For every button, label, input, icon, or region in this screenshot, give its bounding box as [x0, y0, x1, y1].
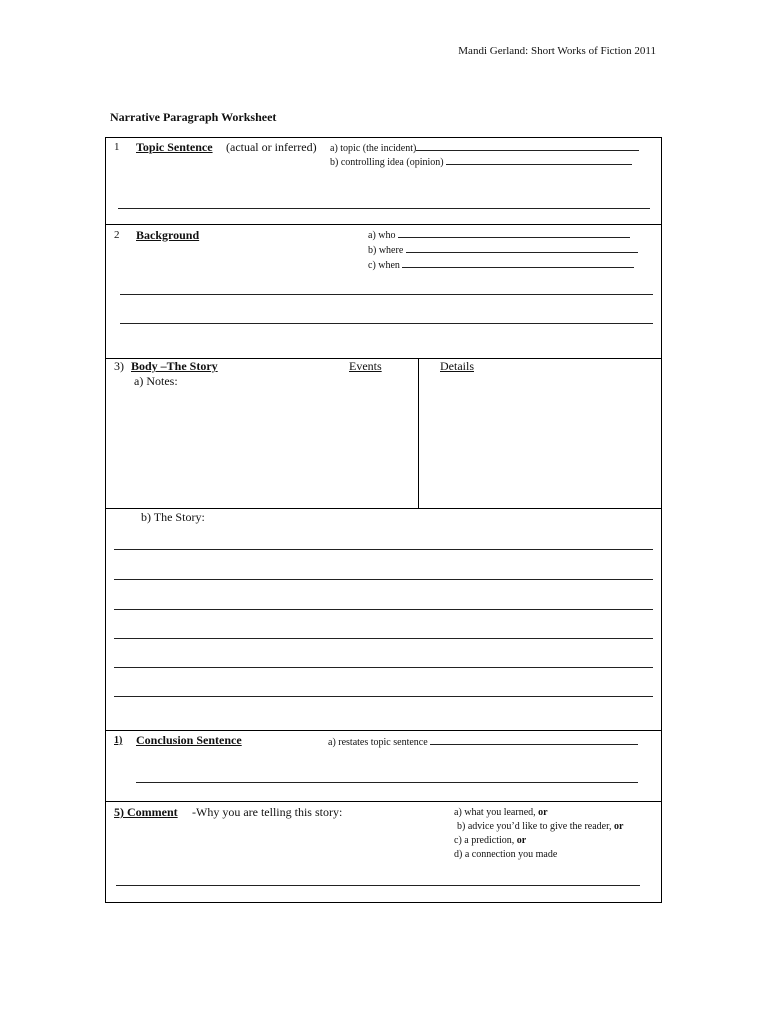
answer-line[interactable]	[398, 228, 630, 238]
answer-line[interactable]	[120, 323, 653, 324]
answer-line[interactable]	[114, 696, 653, 697]
conclusion-section	[106, 730, 661, 802]
answer-line[interactable]	[416, 141, 639, 151]
worksheet-table	[105, 137, 662, 903]
answer-line[interactable]	[136, 782, 638, 783]
section-heading: Topic Sentence	[136, 140, 213, 154]
details-label: Details	[440, 359, 474, 373]
option-advice: b) advice you’d like to give the reader, or	[457, 821, 624, 832]
answer-line[interactable]	[406, 243, 638, 253]
prompt-controlling-idea: b) controlling idea (opinion)	[330, 155, 639, 169]
answer-line[interactable]	[114, 667, 653, 668]
prompt-topic: a) topic (the incident)	[330, 141, 639, 155]
answer-line[interactable]	[114, 579, 653, 580]
page-title: Narrative Paragraph Worksheet	[110, 110, 277, 124]
running-head: Mandi Gerland: Short Works of Fiction 2011	[458, 45, 656, 57]
answer-line[interactable]	[116, 885, 640, 886]
section-number: 3)	[114, 359, 124, 373]
section-heading: 5) Comment	[114, 805, 178, 819]
section-number: 1	[114, 141, 120, 153]
prompt-who: a) who	[368, 228, 638, 243]
section-number: 2	[114, 229, 120, 241]
option-connection: d) a connection you made	[454, 849, 558, 860]
section-heading: Conclusion Sentence	[136, 733, 242, 747]
comment-section	[106, 801, 661, 902]
answer-line[interactable]	[120, 294, 653, 295]
column-divider	[418, 358, 419, 508]
topic-sentence-section	[106, 138, 661, 225]
answer-line[interactable]	[114, 549, 653, 550]
prompt-where: b) where	[368, 243, 638, 258]
option-learned: a) what you learned, or	[454, 807, 548, 818]
story-label: b) The Story:	[141, 510, 205, 524]
section-heading: Body –The Story	[131, 359, 218, 373]
section-number: 1)	[114, 735, 123, 746]
section-note: (actual or inferred)	[226, 140, 317, 154]
events-label: Events	[349, 359, 382, 373]
option-prediction: c) a prediction, or	[454, 835, 527, 846]
notes-label: a) Notes:	[134, 374, 178, 388]
body-notes-section	[106, 358, 661, 509]
prompt-when: c) when	[368, 258, 638, 273]
answer-line[interactable]	[430, 735, 638, 745]
comment-prompt: -Why you are telling this story:	[192, 805, 343, 819]
background-prompts	[368, 228, 638, 273]
section-heading: Background	[136, 228, 200, 242]
answer-line[interactable]	[402, 258, 634, 268]
story-section	[106, 508, 661, 731]
answer-line[interactable]	[118, 208, 650, 209]
background-section	[106, 224, 661, 359]
answer-line[interactable]	[114, 638, 653, 639]
comment-options	[454, 806, 624, 862]
topic-prompts	[330, 141, 639, 169]
answer-line[interactable]	[446, 155, 632, 165]
answer-line[interactable]	[114, 609, 653, 610]
prompt-restates: a) restates topic sentence	[328, 735, 638, 748]
